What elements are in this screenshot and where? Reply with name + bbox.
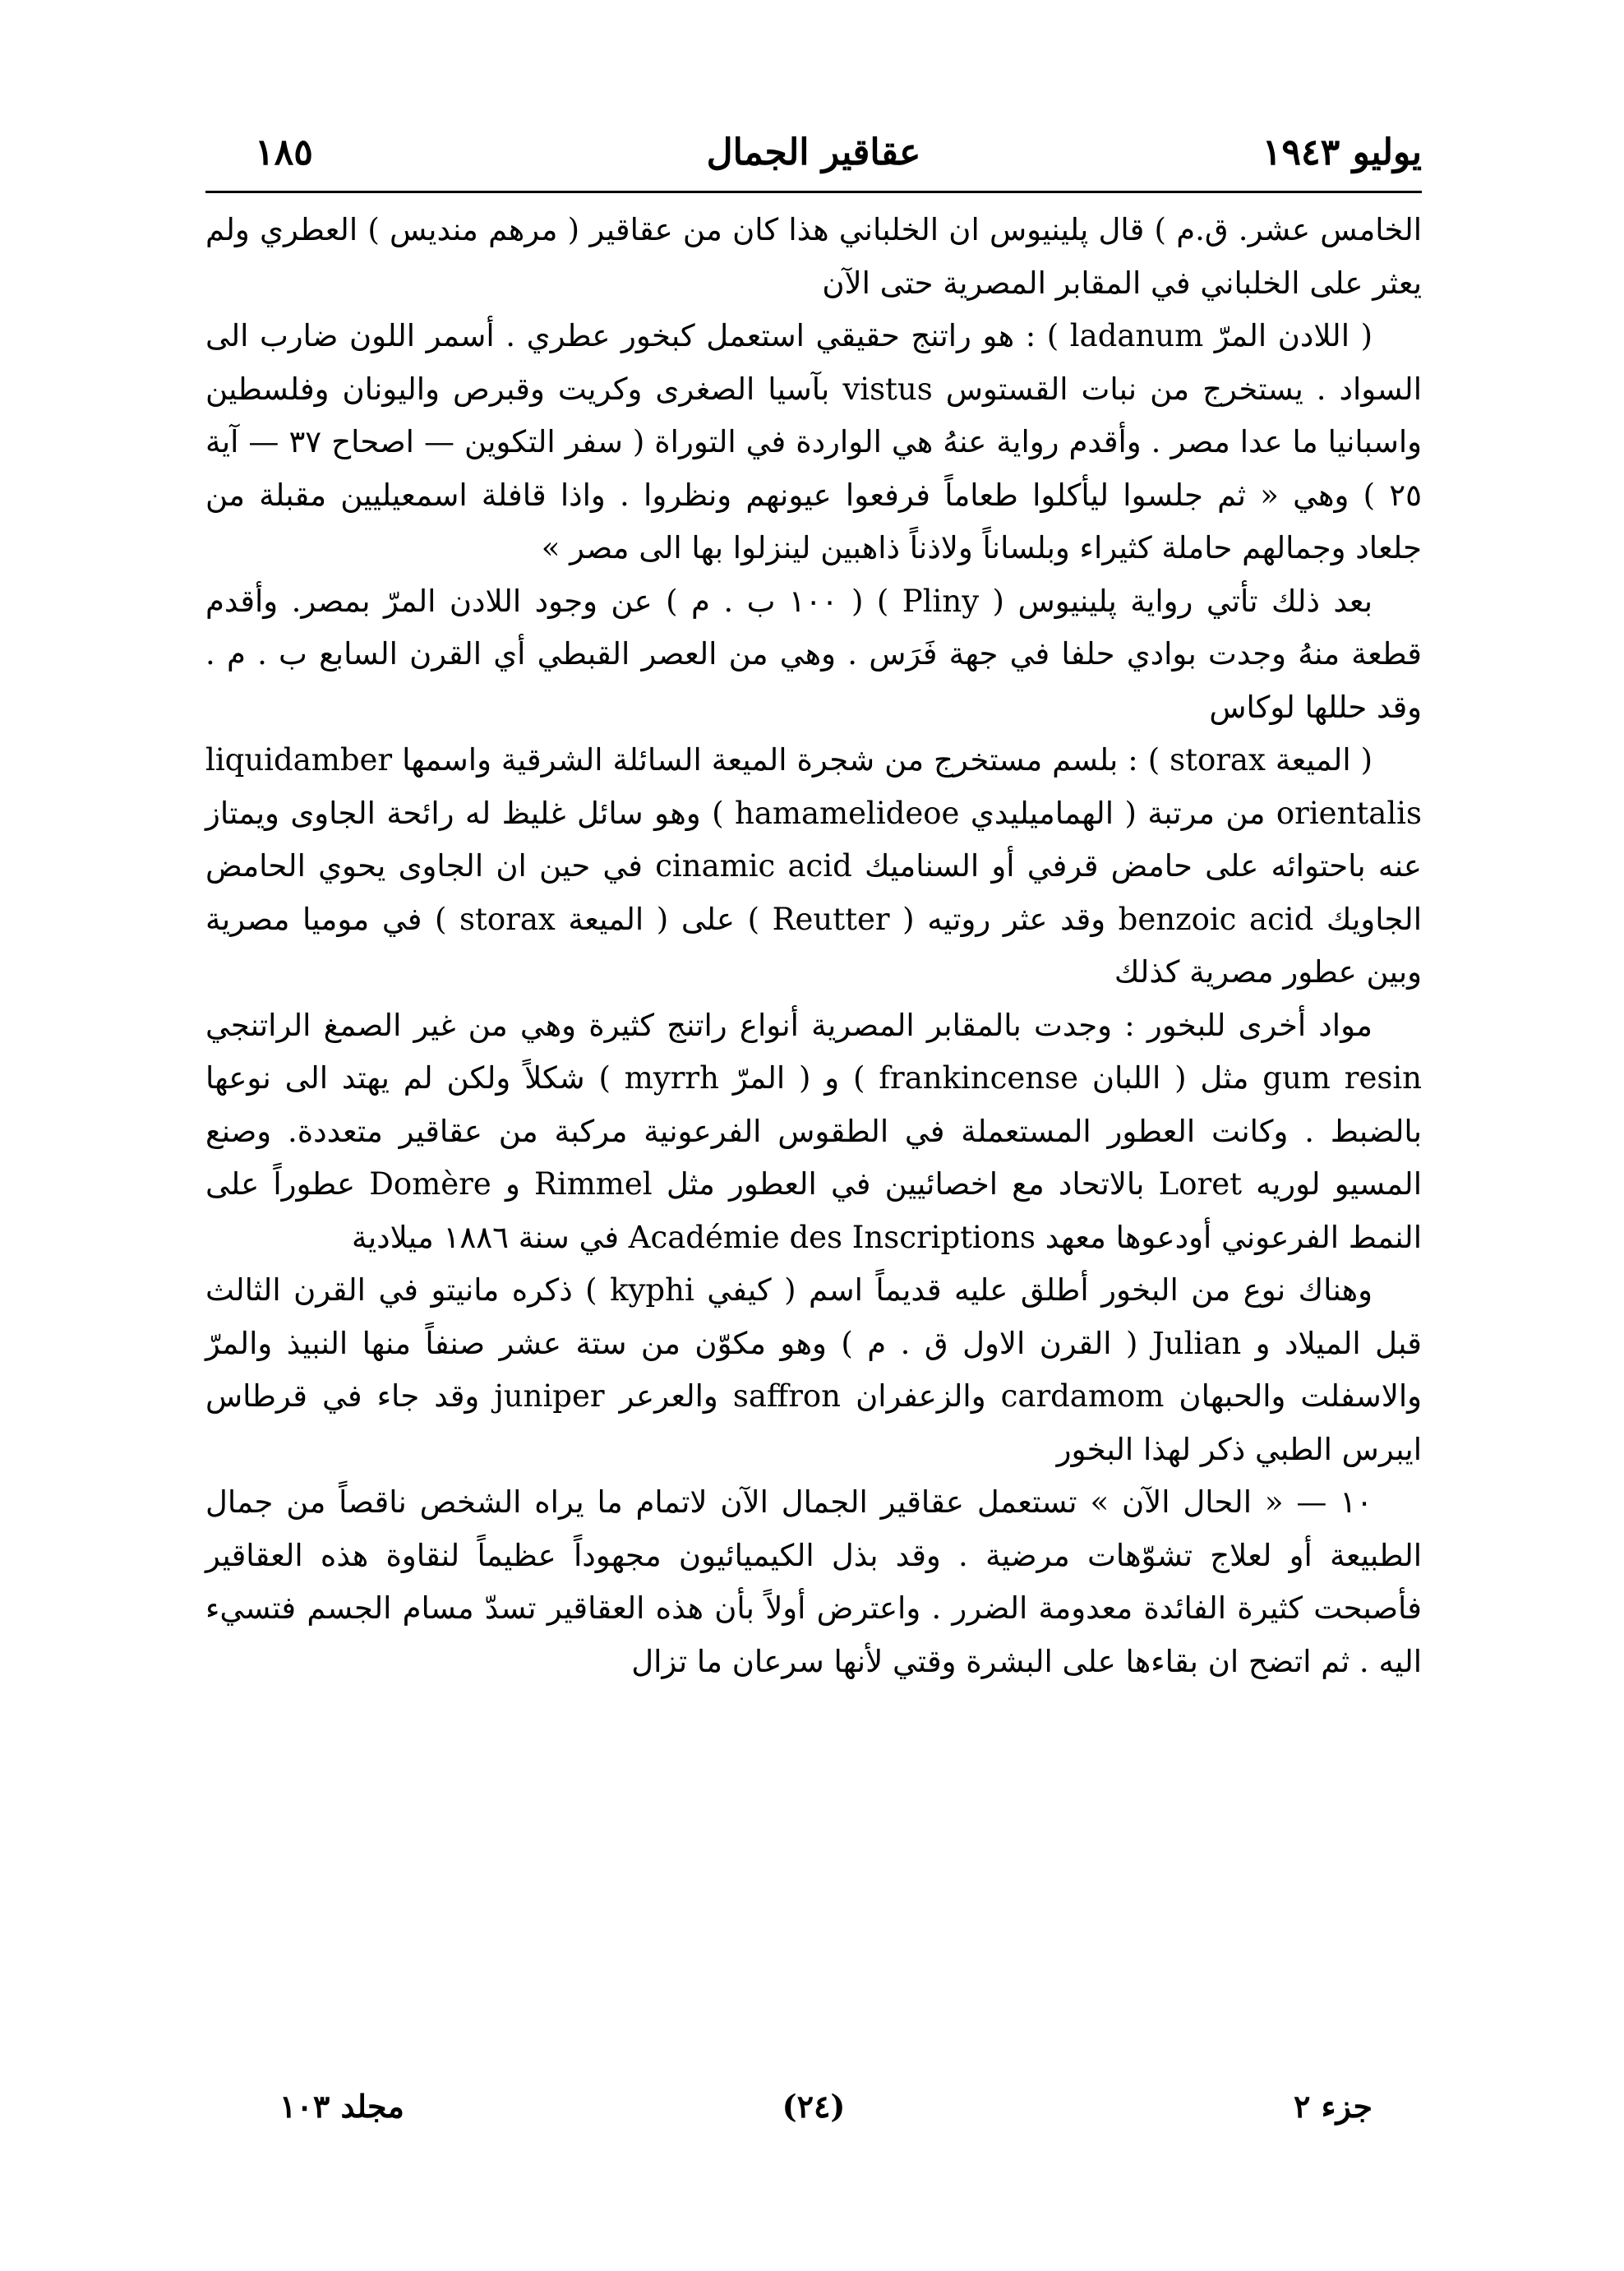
header-title: عقاقير الجمال	[706, 132, 921, 173]
paragraph-ladanum: ( اللادن المرّ ladanum ) : هو راتنج حقيقي استعمل كبخور عطري . أسمر اللون ضارب الى السواد . يستخرج من نبات القستوس vistus بآسيا الصغرى وكريت وقبرص واليونان وفلسطين واسبانيا ما عدا مصر . وأقدم رواية عنهُ هي الواردة في التوراة ( سفر التكوين — اصحاح ٣٧ — آية ٢٥ ) وهي « ثم جلسوا ليأكلوا طعاماً فرفعوا عيونهم ونظروا . واذا قافلة اسمعيليين مقبلة من جلعاد وجمالهم حاملة كثيراء وبلساناً ولاذناً ذاهبين لينزلوا بها الى مصر »	[205, 318, 1422, 565]
page-footer	[205, 2088, 1422, 2137]
paragraph-storax: ( الميعة storax ) : بلسم مستخرج من شجرة الميعة السائلة الشرقية واسمها liquidamber orientalis من مرتبة ( الهماميليدي hamamelideoe ) وهو سائل غليظ له رائحة الجاوى ويمتاز عنه باحتوائه على حامض قرفي أو السناميك cinamic acid في حين ان الجاوى يحوي الحامض الجاويك benzoic acid وقد عثر روتيه ( Reutter ) على ( الميعة storax ) في موميا مصرية وبين عطور مصرية كذلك	[205, 742, 1422, 990]
header-date: يوليو ١٩٤٣	[1262, 132, 1422, 173]
journal-page	[205, 0, 1422, 2271]
paragraph-current-state: ١٠ — « الحال الآن » تستعمل عقاقير الجمال الآن لاتمام ما يراه الشخص ناقصاً من جمال الطبيعة أو لعلاج تشوّهات مرضية . وقد بذل الكيميائيون مجهوداً عظيماً لنقاوة هذه العقاقير فأصبحت كثيرة الفائدة معدومة الضرر . واعترض أولاً بأن هذه العقاقير تسدّ مسام الجسم فتسيء اليه . ثم اتضح ان بقاءها على البشرة وقتي لأنها سرعان ما تزال	[205, 1484, 1422, 1679]
footer-part: جزء ٢	[1294, 2088, 1373, 2125]
paragraph-other-incense: مواد أخرى للبخور : وجدت بالمقابر المصرية أنواع راتنج كثيرة وهي من غير الصمغ الراتنجي gum resin مثل ( اللبان frankincense ) و ( المرّ myrrh ) شكلاً ولكن لم يهتد الى نوعها بالضبط . وكانت العطور المستعملة في الطقوس الفرعونية مركبة من عقاقير متعددة. وصنع المسيو لوريه Loret بالاتحاد مع اخصائيين في العطور مثل Rimmel و Domère عطوراً على النمط الفرعوني أودعوها معهد Académie des Inscriptions في سنة ١٨٨٦ ميلادية	[205, 1007, 1422, 1255]
paragraph-pliny: بعد ذلك تأتي رواية پلينيوس ( Pliny ) ( ١٠٠ ب . م ) عن وجود اللادن المرّ بمصر. وأقدم قطعة منهُ وجدت بوادي حلفا في جهة فَرَس . وهي من العصر القبطي أي القرن السابع ب . م . وقد حللها لوكاس	[205, 583, 1422, 725]
paragraph-kyphi: وهناك نوع من البخور أطلق عليه قديماً اسم ( كيفي kyphi ) ذكره مانيتو في القرن الثالث قبل الميلاد و Julian ( القرن الاول ق . م ) وهو مكوّن من ستة عشر صنفاً منها النبيذ والمرّ والاسفلت والحبهان cardamom والزعفران saffron والعرعر juniper وقد جاء في قرطاس ايبرس الطبي ذكر لهذا البخور	[205, 1272, 1422, 1467]
page-header	[205, 123, 1422, 189]
paragraph-galbanum-end: الخامس عشر. ق.م ) قال پلينيوس ان الخلباني هذا كان من عقاقير ( مرهم منديس ) العطري ولم يعثر على الخلباني في المقابر المصرية حتى الآن	[205, 212, 1422, 301]
header-rule	[205, 191, 1422, 193]
article-body	[205, 204, 1422, 1688]
header-page-number: ١٨٥	[255, 132, 313, 173]
footer-issue: (٢٤)	[782, 2088, 846, 2125]
footer-volume: مجلد ١٠٣	[279, 2088, 404, 2125]
